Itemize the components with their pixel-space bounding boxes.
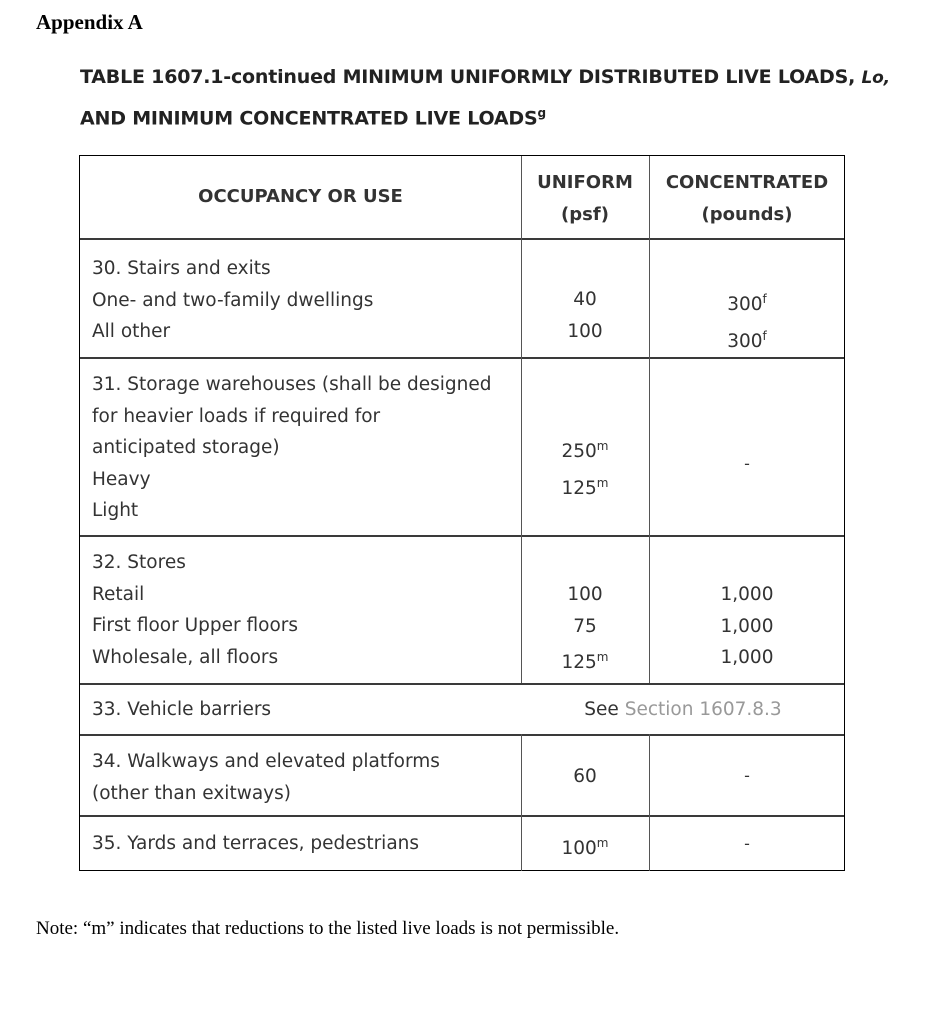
occupancy-line: 32. Stores xyxy=(92,552,186,573)
row-31-occupancy xyxy=(92,369,492,527)
occupancy-line: One- and two-family dwellings xyxy=(92,289,374,311)
occupancy-line: Wholesale, all floors xyxy=(92,646,279,668)
table-title-footnote: g xyxy=(537,106,546,120)
header-uniform-unit: (psf) xyxy=(561,204,609,225)
occupancy-line: First floor Upper floors xyxy=(92,615,299,636)
row-33-see-section xyxy=(521,694,845,726)
header-concentrated: CONCENTRATED xyxy=(665,172,829,193)
row-35-uniform xyxy=(521,828,649,865)
uniform-value: 100$^m$ xyxy=(561,836,609,860)
table-title-lo: Lo, xyxy=(861,68,890,88)
live-loads-table xyxy=(79,155,845,871)
row-35-concentrated: - xyxy=(744,834,750,853)
header-occupancy: OCCUPANCY OR USE xyxy=(198,186,403,207)
occupancy-line: Retail xyxy=(92,583,145,605)
uniform-value: 125$^m$ xyxy=(561,475,609,499)
occupancy-line: for heavier loads if required for xyxy=(92,405,381,427)
row-31-concentrated: - xyxy=(744,454,750,473)
occupancy-line: 30. Stairs and exits xyxy=(92,258,271,279)
uniform-value: 75 xyxy=(573,615,597,637)
uniform-value: 40 xyxy=(573,289,597,310)
occupancy-line: Heavy xyxy=(92,468,151,490)
uniform-value: 125$^m$ xyxy=(561,650,609,674)
row-30-occupancy xyxy=(92,253,373,348)
appendix-heading: Appendix A xyxy=(36,10,143,34)
uniform-value: 250$^m$ xyxy=(561,439,609,463)
concentrated-value: 1,000 xyxy=(720,647,774,668)
row-31-uniform xyxy=(521,431,649,504)
concentrated-value: 300$^f$ xyxy=(727,292,767,316)
row-34-concentrated: - xyxy=(744,766,750,785)
table-title-line1: TABLE 1607.1-continued MINIMUM UNIFORMLY DISTRIBUTED LIVE LOADS, xyxy=(80,66,862,88)
row-divider xyxy=(80,683,844,685)
see-prefix: See xyxy=(584,699,619,720)
footnote-text: Note: “m” indicates that reductions to the listed live loads is not permissible. xyxy=(36,918,620,939)
uniform-value: 100 xyxy=(567,320,603,342)
occupancy-line: anticipated storage) xyxy=(92,437,280,458)
row-34-occupancy xyxy=(92,746,440,809)
row-30-concentrated xyxy=(649,284,845,357)
occupancy-line: 31. Storage warehouses (shall be designed xyxy=(92,374,492,395)
table-title-line2: AND MINIMUM CONCENTRATED LIVE LOADS xyxy=(80,107,538,130)
concentrated-value: 1,000 xyxy=(720,584,774,605)
occupancy-line: (other than exitways) xyxy=(92,782,291,804)
occupancy-line: 33. Vehicle barriers xyxy=(92,699,272,720)
row-32-uniform xyxy=(521,579,649,679)
table-title xyxy=(80,60,910,136)
header-concentrated-unit: (pounds) xyxy=(701,204,793,225)
occupancy-line: Light xyxy=(92,500,139,521)
section-reference: Section 1607.8.3 xyxy=(624,699,782,720)
uniform-value: 60 xyxy=(573,766,597,787)
row-30-uniform xyxy=(521,284,649,347)
concentrated-value: 300$^f$ xyxy=(727,328,767,352)
row-32-occupancy xyxy=(92,547,298,673)
row-35-occupancy xyxy=(92,828,419,860)
concentrated-value: 1,000 xyxy=(720,615,774,637)
row-34-uniform xyxy=(521,761,649,793)
row-divider xyxy=(80,734,844,736)
occupancy-line: All other xyxy=(92,321,171,342)
occupancy-line: 35. Yards and terraces, pedestrians xyxy=(92,833,420,854)
row-33-occupancy xyxy=(92,694,271,726)
row-divider xyxy=(80,815,844,817)
row-32-concentrated xyxy=(649,579,845,674)
header-uniform: UNIFORM xyxy=(537,172,633,193)
occupancy-line: 34. Walkways and elevated platforms xyxy=(92,751,440,772)
row-divider xyxy=(80,238,844,240)
uniform-value: 100 xyxy=(567,584,603,605)
row-divider xyxy=(80,535,844,537)
